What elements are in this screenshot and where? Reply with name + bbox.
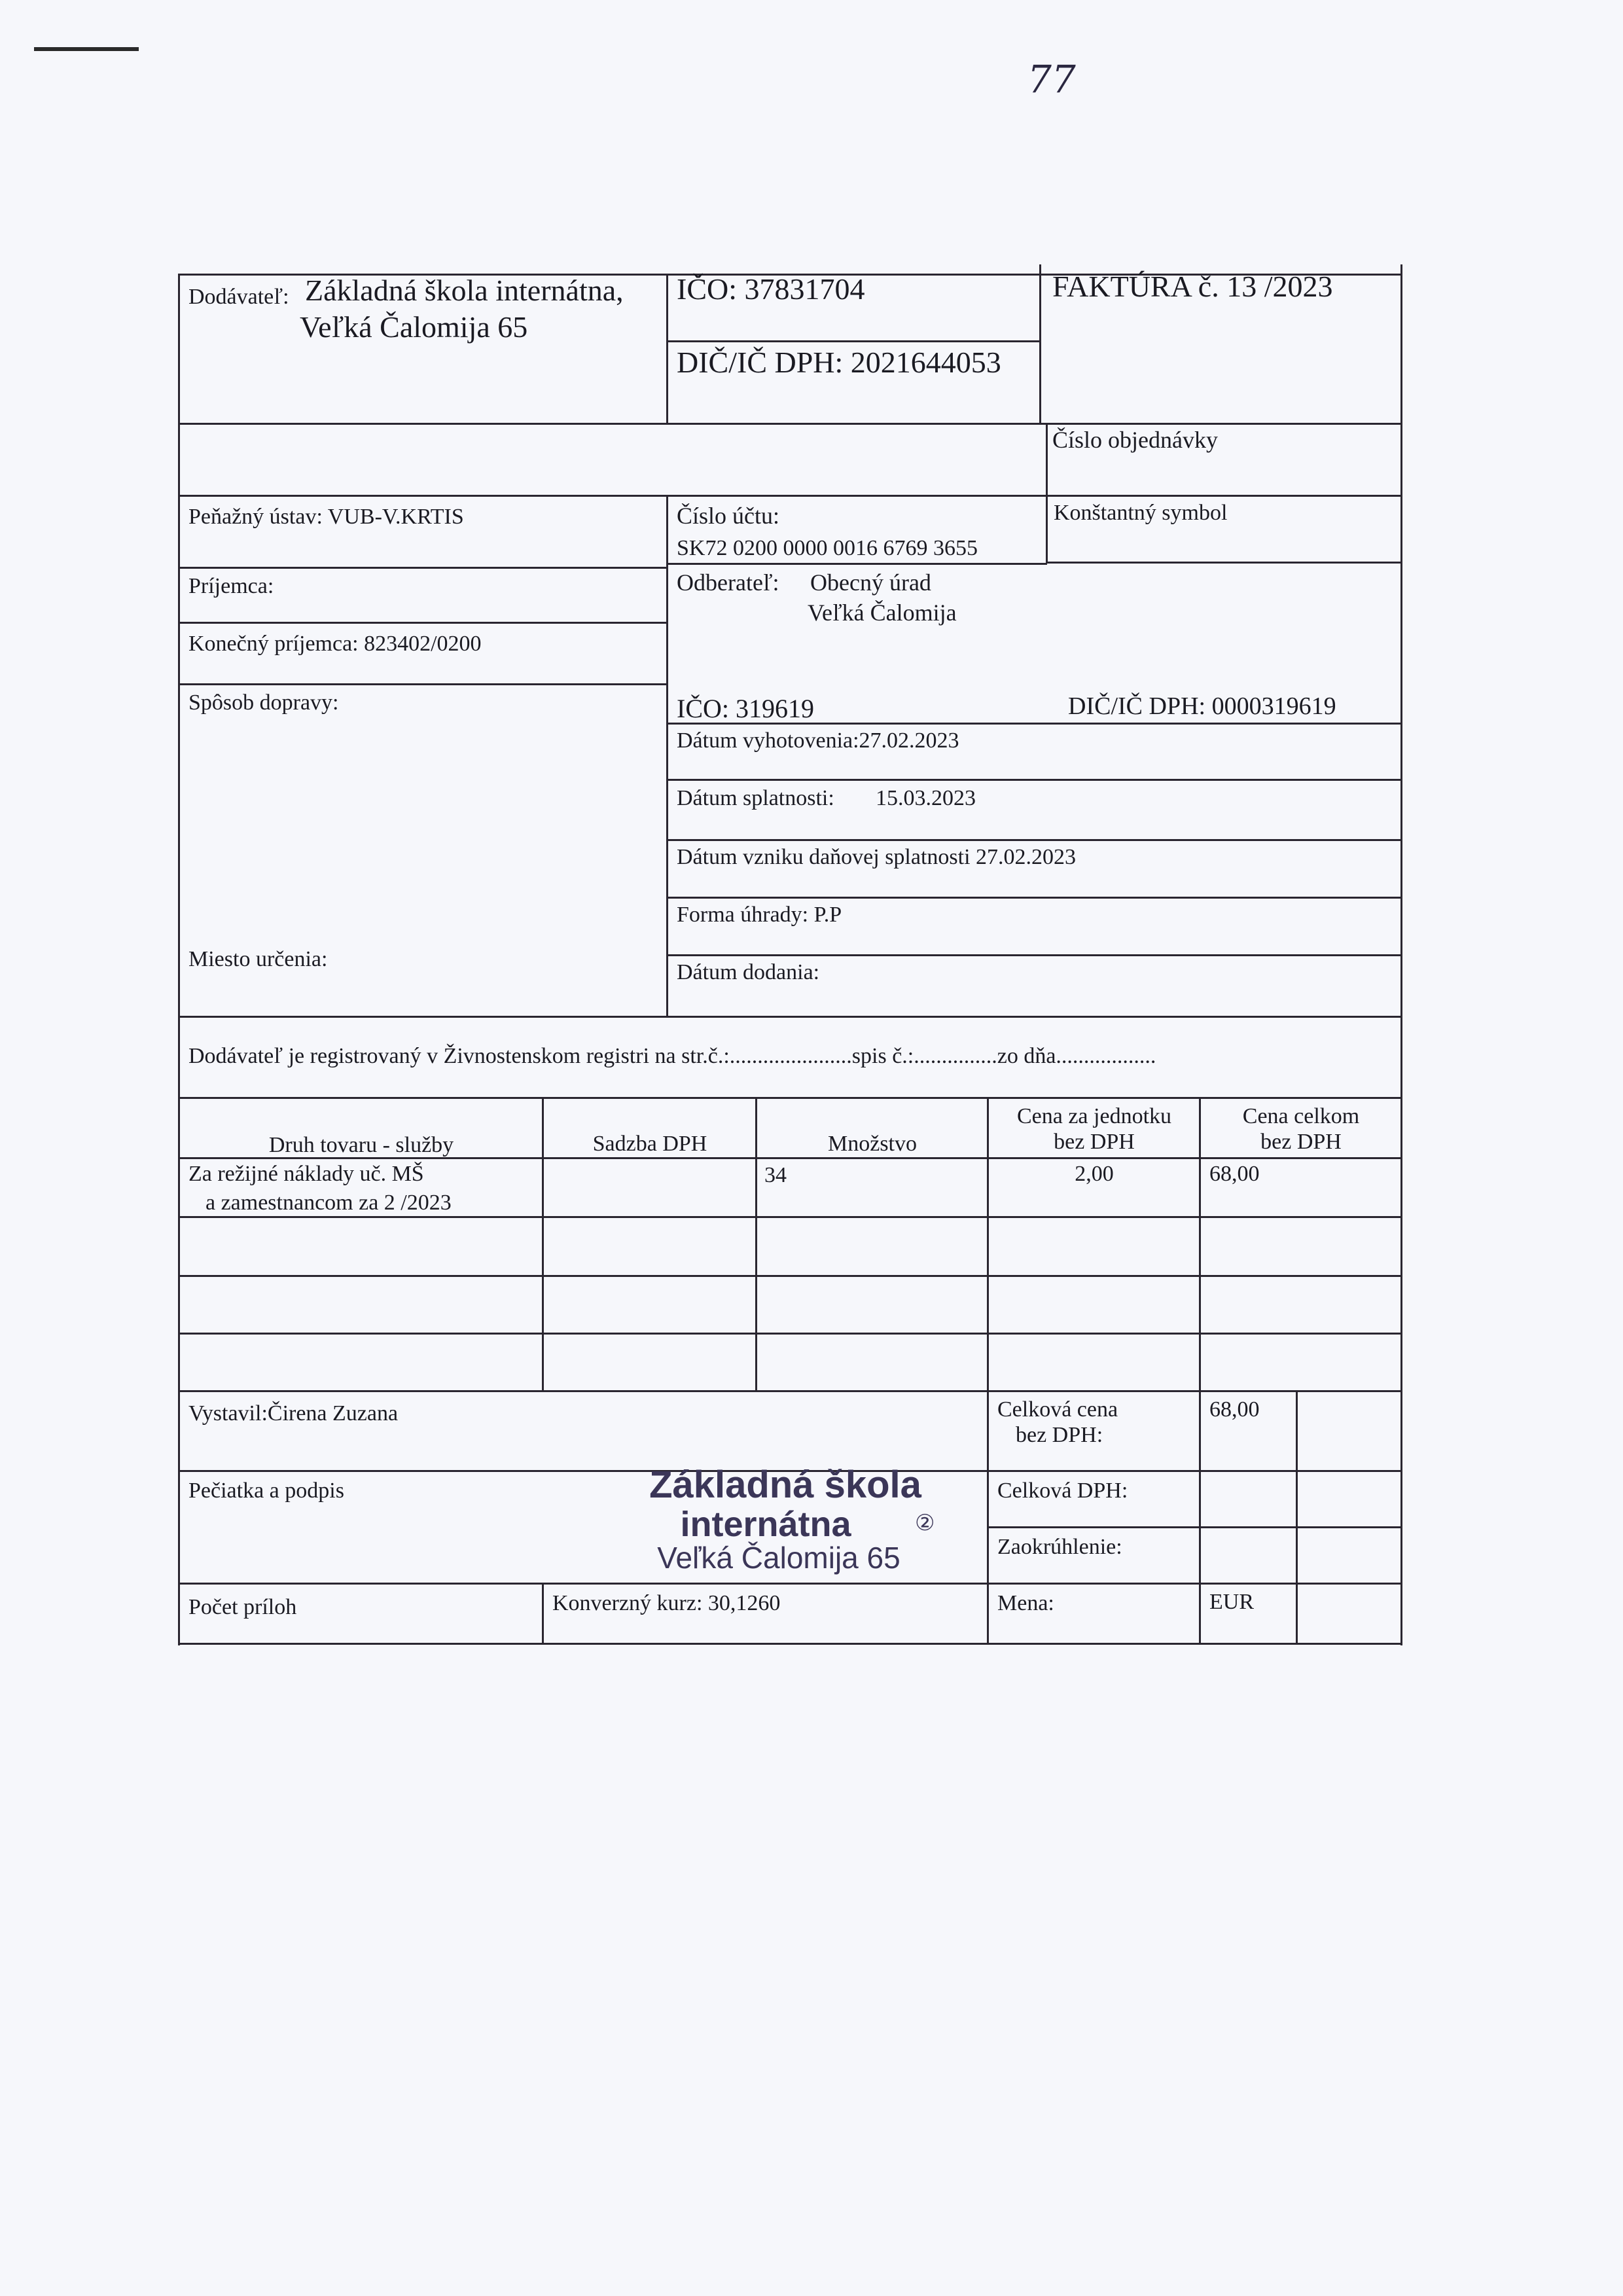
order-number-label: Číslo objednávky [1052, 427, 1218, 453]
header-quantity: Množstvo [828, 1132, 917, 1156]
destination-label: Miesto určenia: [188, 947, 328, 971]
registry-note: Dodávateľ je registrovaný v Živnostenskom registri na str.č.:......................spis č.:...............zo dňa.................. [188, 1044, 1156, 1068]
customer-ico: IČO: 319619 [677, 694, 814, 723]
rounding-label: Zaokrúhlenie: [997, 1535, 1122, 1559]
currency-label: Mena: [997, 1591, 1054, 1615]
header-total: Cena celkom bez DPH [1242, 1104, 1360, 1155]
row-total: 68,00 [1209, 1162, 1260, 1186]
row-item-line1: Za režijné náklady uč. MŠ [188, 1162, 424, 1186]
header-unit-price: Cena za jednotku bez DPH [1016, 1104, 1172, 1155]
account-number: SK72 0200 0000 0016 6769 3655 [677, 536, 978, 560]
date-due-label: Dátum splatnosti: [677, 786, 834, 810]
supplier-name: Základná škola internátna, [305, 274, 624, 307]
customer-name: Obecný úrad [810, 569, 931, 596]
attachments-label: Počet príloh [188, 1595, 297, 1619]
customer-address: Veľká Čalomija [808, 600, 957, 626]
stamp-line2: internátna [680, 1505, 851, 1544]
handwritten-page-number: 77 [1027, 57, 1076, 101]
exchange-rate: Konverzný kurz: 30,1260 [552, 1591, 781, 1615]
date-due-value: 15.03.2023 [876, 786, 976, 810]
currency-value: EUR [1209, 1590, 1254, 1614]
scan-mark [34, 47, 139, 51]
row-item-line2: a zamestnancom za 2 /2023 [205, 1191, 452, 1215]
date-tax-point: Dátum vzniku daňovej splatnosti 27.02.2023 [677, 845, 1077, 869]
customer-dic: DIČ/IČ DPH: 0000319619 [1068, 692, 1336, 720]
account-label: Číslo účtu: [677, 503, 780, 529]
stamp-signature-label: Pečiatka a podpis [188, 1479, 344, 1503]
stamp-line3: Veľká Čalomija 65 [657, 1541, 901, 1575]
total-label: Celková cena bez DPH: [997, 1397, 1118, 1448]
bank-institution: Peňažný ústav: VUB-V.KRTIS [188, 505, 464, 529]
supplier-address: Veľká Čalomija 65 [300, 310, 528, 344]
total-value: 68,00 [1209, 1397, 1260, 1422]
final-recipient: Konečný príjemca: 823402/0200 [188, 632, 482, 656]
row-unit-price: 2,00 [1075, 1162, 1114, 1186]
issued-by: Vystavil:Čirena Zuzana [188, 1401, 399, 1426]
transport-label: Spôsob dopravy: [188, 691, 339, 715]
invoice-title: FAKTÚRA č. 13 /2023 [1052, 270, 1333, 303]
constant-symbol-label: Konštantný symbol [1054, 501, 1228, 525]
delivery-date: Dátum dodania: [677, 960, 820, 984]
row-quantity: 34 [764, 1163, 787, 1187]
stamp-mark-icon: ② [915, 1511, 935, 1535]
header-vat-rate: Sadzba DPH [592, 1132, 707, 1156]
header-item: Druh tovaru - služby [268, 1133, 454, 1157]
supplier-ico: IČO: 37831704 [677, 272, 865, 306]
supplier-dic: DIČ/IČ DPH: 2021644053 [677, 346, 1001, 379]
customer-label: Odberateľ: [677, 569, 779, 596]
supplier-label: Dodávateľ: [188, 285, 289, 309]
stamp-line1: Základná škola [649, 1463, 921, 1506]
vat-total-label: Celková DPH: [997, 1479, 1128, 1503]
date-issued: Dátum vyhotovenia:27.02.2023 [677, 728, 959, 753]
payment-form: Forma úhrady: P.P [677, 903, 842, 927]
recipient-label: Príjemca: [188, 574, 274, 598]
